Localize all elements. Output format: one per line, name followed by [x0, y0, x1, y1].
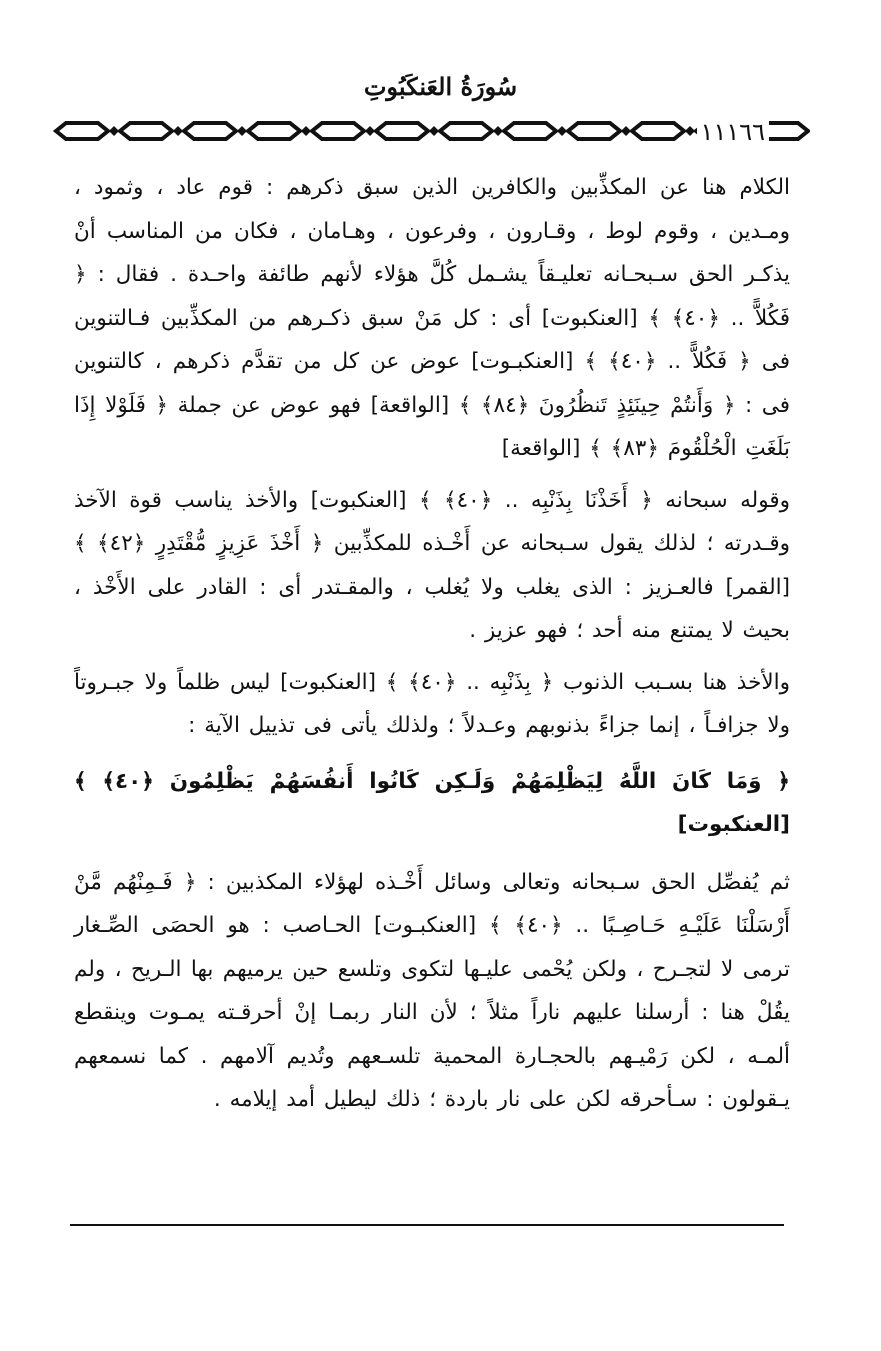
page-body	[74, 166, 790, 1130]
paragraph: والأخذ هنا بسـبب الذنوب ﴿ بِذَنْبِه .. ﴿٤٠﴾ ﴾ [العنكبوت] ليس ظلماً ولا جبـروتاً ولا جزافـاً ، إنما جزاءً بذنوبهم وعـدلاً ؛ ولذلك يأتى فى تذييل الآية :	[74, 669, 790, 738]
surah-title: سُورَةُ العَنكَبُوتِ	[363, 72, 518, 101]
bottom-divider	[70, 1224, 784, 1226]
page-number: ١١١٦٦	[697, 118, 769, 146]
paragraph: ثم يُفصِّل الحق سـبحانه وتعالى وسائل أَخْـذه لهؤلاء المكذبين : ﴿ فَـمِنْهُم مَّنْ أَرْسَلْنَا عَلَيْـهِ حَـاصِـبًا .. ﴿٤٠﴾ ﴾ [العنكبـوت] الحـاصب : هو الحصَى الصِّـغار ترمى لا لتجـرح ، ولكن يُحْمى عليـها لتكوى وتلسع حين يرميهم بها الـريح ، ولم يقُلْ هنا : أرسلنا عليهم ناراً مثلاً ؛ لأن النار ربمـا إنْ أحرقـته يمـوت وينقطع ألمـه ، لكن رَمْيـهم بالحجـارة المحمية تلسـعهم وتُديم آلامهم . كما نسمعهم يـقولون : سـأحرقه لكن على نار باردة ؛ ذلك ليطيل أمد إيلامه .	[74, 869, 790, 1112]
paragraph: الكلام هنا عن المكذِّبين والكافرين الذين سبق ذكرهم : قوم عاد ، وثمود ، ومـدين ، وقوم لوط ، وقـارون ، وفرعون ، وهـامان ، فكان من المناسب أنْ يذكـر الحق سـبحـانه تعليـقاً يشـمل كُلَّ هؤلاء لأنهم طائفة واحـدة . فقال : ﴿ فَكُلاًّ .. ﴿٤٠﴾ ﴾ [العنكبوت] أى : كل مَنْ سبق ذكـرهم من المكذِّبين فـالتنوين فى ﴿ فَكُلاًّ .. ﴿٤٠﴾ ﴾ [العنكبـوت] عوض عن كل من تقدَّم ذكرهم ، كالتنوين فى : ﴿ وَأَنتُمْ حِينَئِذٍ تَنظُرُونَ ﴿٨٤﴾ ﴾ [الواقعة] فهو عوض عن جملة ﴿ فَلَوْلا إِذَا بَلَغَتِ الْحُلْقُومَ ﴿٨٣﴾ ﴾ [الواقعة]	[74, 175, 790, 461]
paragraph: وقوله سبحانه ﴿ أَخَذْنَا بِذَنْبِه .. ﴿٤٠﴾ ﴾ [العنكبوت] والأخذ يناسب قوة الآخذ وقـدرته ؛ لذلك يقول سـبحانه عن أَخْـذه للمكذِّبين ﴿ أَخْذَ عَزِيزٍ مُّقْتَدِرٍ ﴿٤٢﴾ ﴾ [القمر] فالعـزيز : الذى يغلب ولا يُغلب ، والمقـتدر أى : القادر على الأَخْذ ، بحيث لا يمتنع منه أحد ؛ فهو عزيز .	[74, 487, 790, 643]
quran-verse: ﴿ وَمَا كَانَ اللَّهُ لِيَظْلِمَهُمْ وَلَـكِن كَانُوا أَنفُسَهُمْ يَظْلِمُونَ ﴿٤٠﴾ ﴾ [العنكبوت]	[74, 768, 790, 837]
